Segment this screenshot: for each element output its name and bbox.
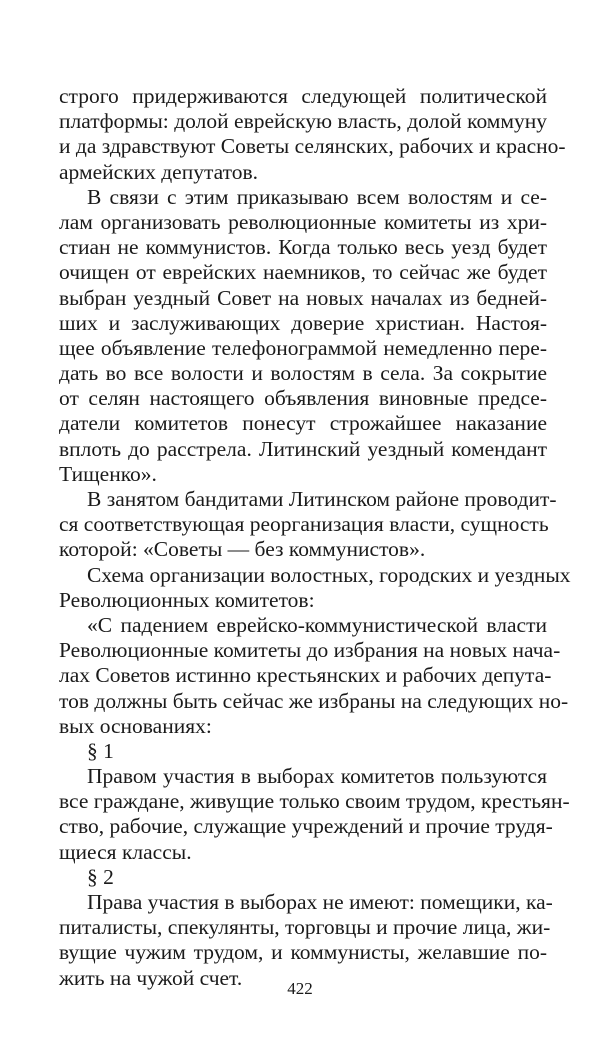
text-line: В занятом бандитами Литинском районе проводит- — [87, 487, 557, 511]
text-line: Революционные комитеты до избрания на новых нача- — [59, 638, 561, 663]
text-line: дать во все волости и волостям в села. За сокрытие — [59, 361, 547, 386]
text-line: Схема организации волостных, городских и уездных — [87, 562, 571, 587]
text-line: строго придерживаются следующей политической — [59, 84, 547, 108]
text-line: лам организовать революционные комитеты из хри- — [59, 209, 547, 234]
text-line: платформы: долой еврейскую власть, долой коммуну — [59, 109, 547, 134]
text-line: Права участия в выборах не имеют: помещики, ка- — [87, 890, 553, 914]
text-line: лах Советов истинно крестьянских и рабочих депута- — [59, 663, 552, 688]
section-heading: § 1 — [87, 738, 114, 763]
text-line: очищен от еврейских наемников, то сейчас же будет — [59, 260, 547, 285]
text-line: тов должны быть сейчас же избраны на следующих но- — [59, 688, 569, 713]
text-line: В связи с этим приказываю всем волостям и се- — [87, 184, 547, 209]
text-line: выбран уездный Совет на новых началах из бедней- — [59, 285, 547, 310]
text-line: «С падением еврейско-коммунистической власти — [87, 612, 547, 637]
text-line: датели комитетов понесут строжайшее наказание — [59, 411, 547, 436]
text-line: стиан не коммунистов. Когда только весь уезд будет — [59, 235, 547, 260]
text-line: щиеся классы. — [59, 839, 192, 864]
text-line: которой: «Советы — без коммунистов». — [59, 537, 426, 562]
text-line: жить на чужой счет. — [59, 965, 243, 990]
text-line: вущие чужим трудом, и коммунисты, желавшие по- — [59, 940, 547, 965]
section-heading: § 2 — [87, 864, 114, 889]
text-line: питалисты, спекулянты, торговцы и прочие лица, жи- — [59, 915, 551, 940]
text-line: Тищенко». — [59, 461, 157, 486]
text-line: армейских депутатов. — [59, 159, 259, 184]
body-text — [59, 84, 571, 991]
text-line: ство, рабочие, служащие учреждений и прочие трудя- — [59, 814, 553, 839]
text-line: ших и заслуживающих доверие христиан. Настоя- — [59, 310, 547, 335]
text-line: вых основаниях: — [59, 713, 212, 738]
text-line: ся соответствующая реорганизация власти, сущность — [59, 512, 549, 537]
text-line: Революционных комитетов: — [59, 587, 315, 612]
page-number: 422 — [287, 979, 313, 998]
text-line: щее объявление телефонограммой немедленно пере- — [59, 335, 547, 360]
text-line: Правом участия в выборах комитетов пользуются — [87, 764, 547, 789]
text-line: все граждане, живущие только своим трудом, крестьян- — [59, 789, 570, 814]
text-line: и да здравствуют Советы селянских, рабочих и красно- — [59, 134, 566, 159]
text-line: вплоть до расстрела. Литинский уездный комендант — [59, 436, 547, 461]
text-line: от селян настоящего объявления виновные предсе- — [59, 386, 547, 411]
